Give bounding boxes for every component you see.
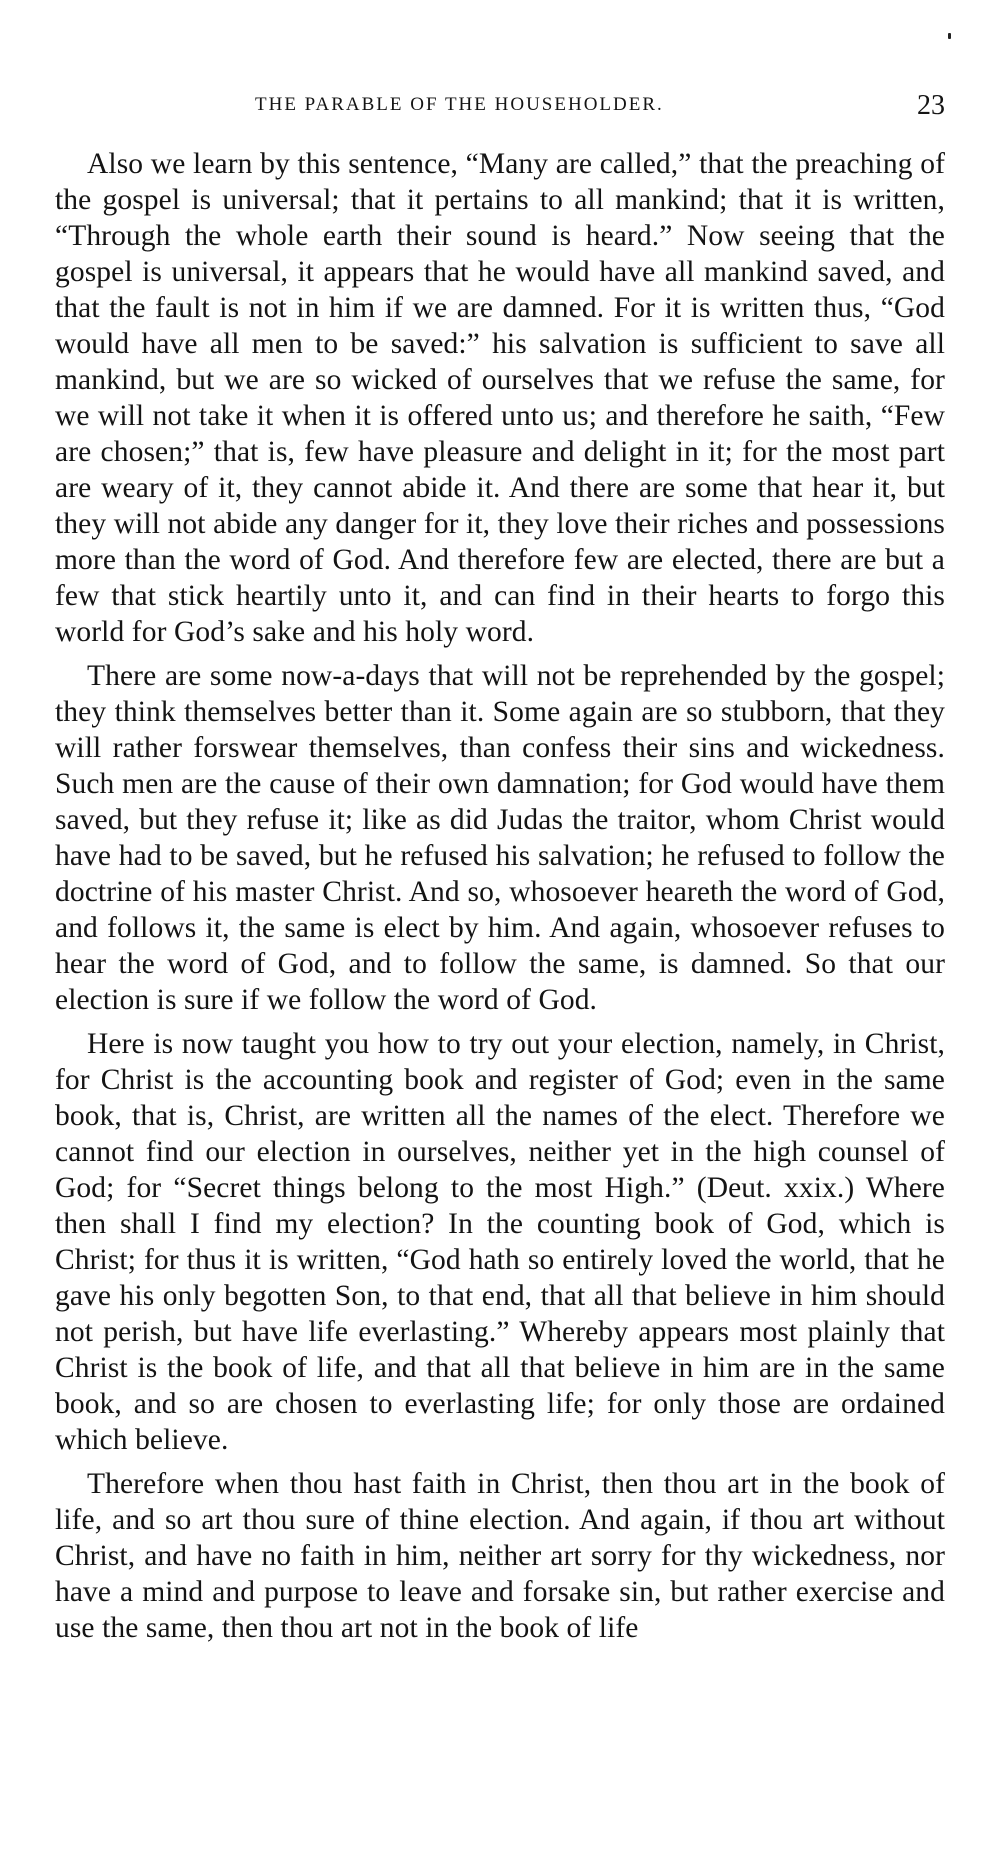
margin-mark <box>948 33 951 39</box>
paragraph-2: There are some now-a-days that will not be reprehended by the gospel; they think themselves better than it. Some again are so stubborn, that they will rather forswear themselves, than confess their sins and wickedness. Such men are the cause of their own damnation; for God would have them saved, but they refuse it; like as did Judas the traitor, whom Christ would have had to be saved, but he refused his salvation; he refused to follow the doctrine of his master Christ. And so, whosoever heareth the word of God, and follows it, the same is elect by him. And again, whosoever refuses to hear the word of God, and to follow the same, is damned. So that our election is sure if we follow the word of God. <box>55 660 945 1016</box>
running-head <box>55 90 945 124</box>
running-title: THE PARABLE OF THE HOUSEHOLDER. <box>255 94 664 115</box>
page-number: 23 <box>917 90 945 121</box>
paragraph-1: Also we learn by this sentence, “Many are called,” that the preaching of the gospel is universal; that it pertains to all mankind; that it is written, “Through the whole earth their sound is heard.” Now seeing that the gospel is universal, it appears that he would have all mankind saved, and that the fault is not in him if we are damned. For it is written thus, “God would have all men to be saved:” his salvation is sufficient to save all mankind, but we are so wicked of ourselves that we refuse the same, for we will not take it when it is offered unto us; and therefore he saith, “Few are chosen;” that is, few have pleasure and delight in it; for the most part are weary of it, they cannot abide it. And there are some that hear it, but they will not abide any danger for it, they love their riches and possessions more than the word of God. And therefore few are elected, there are but a few that stick heartily unto it, and can find in their hearts to forgo this world for God’s sake and his holy word. <box>55 148 945 648</box>
paragraph-4: Therefore when thou hast faith in Christ, then thou art in the book of life, and so art thou sure of thine election. And again, if thou art without Christ, and have no faith in him, neither art sorry for thy wickedness, nor have a mind and purpose to leave and forsake sin, but rather exercise and use the same, then thou art not in the book of life <box>55 1468 945 1644</box>
book-page <box>55 0 945 1860</box>
paragraph-3: Here is now taught you how to try out your election, namely, in Christ, for Christ is the accounting book and register of God; even in the same book, that is, Christ, are written all the names of the elect. Therefore we cannot find our election in ourselves, neither yet in the high counsel of God; for “Secret things belong to the most High.” (Deut. xxix.) Where then shall I find my election? In the counting book of God, which is Christ; for thus it is written, “God hath so entirely loved the world, that he gave his only begotten Son, to that end, that all that believe in him should not perish, but have life everlasting.” Whereby appears most plainly that Christ is the book of life, and that all that believe in him are in the same book, and so are chosen to everlasting life; for only those are ordained which believe. <box>55 1028 945 1456</box>
body-text <box>55 146 945 1654</box>
